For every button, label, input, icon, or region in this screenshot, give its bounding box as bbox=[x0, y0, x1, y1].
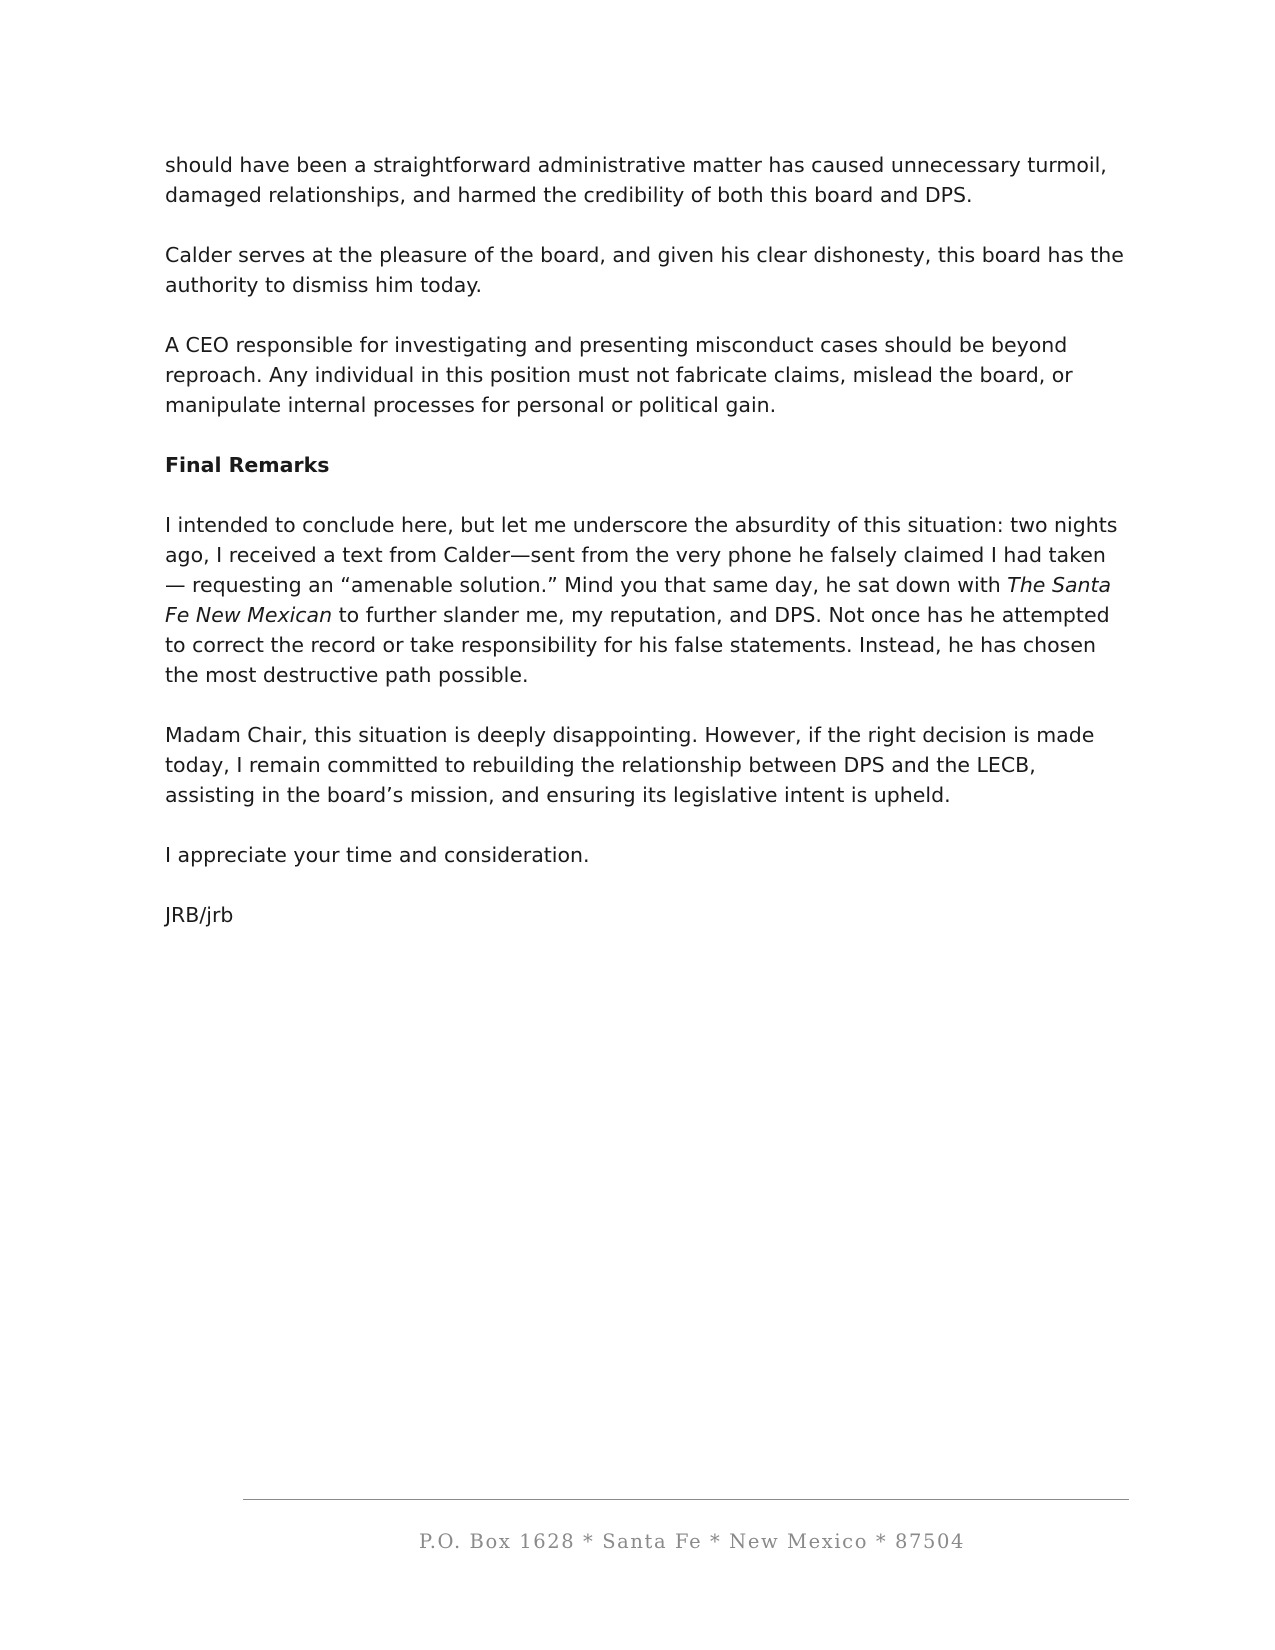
paragraph-text-message-part1: I intended to conclude here, but let me underscore the absurdity of this situation: two nights ago, I received a text from Calder—sent from the very phone he falsely claimed I had taken— requesting an “amenable solution.” Mind you that same day, he sat down with bbox=[165, 513, 1118, 597]
paragraph-text-message-part2: to further slander me, my reputation, and DPS. Not once has he attempted to correct the record or take responsibility for his false statements. Instead, he has chosen the most destructive path possible. bbox=[165, 603, 1110, 687]
newspaper-title: The Santa Fe New Mexican bbox=[165, 573, 1112, 627]
paragraph-ceo-conduct: A CEO responsible for investigating and presenting misconduct cases should be beyond reproach. Any individual in this position must not fabricate claims, mislead the board, or manipulate internal processes for personal or political gain. bbox=[165, 333, 1073, 417]
typist-initials: JRB/jrb bbox=[165, 903, 234, 927]
paragraph-text-message bbox=[165, 510, 1125, 690]
section-heading-final-remarks: Final Remarks bbox=[165, 453, 330, 477]
footer-address: P.O. Box 1628 * Santa Fe * New Mexico * 87504 bbox=[418, 1530, 966, 1553]
paragraph-closing: I appreciate your time and consideration. bbox=[165, 843, 590, 867]
paragraph-dismissal-authority: Calder serves at the pleasure of the board, and given his clear dishonesty, this board has the authority to dismiss him today. bbox=[165, 243, 1124, 297]
paragraph-madam-chair: Madam Chair, this situation is deeply disappointing. However, if the right decision is made today, I remain committed to rebuilding the relationship between DPS and the LECB, assisting in the board’s mission, and ensuring its legislative intent is upheld. bbox=[165, 723, 1095, 807]
letter-body bbox=[165, 150, 1125, 960]
paragraph-turmoil: should have been a straightforward administrative matter has caused unnecessary turmoil, damaged relationships, and harmed the credibility of both this board and DPS. bbox=[165, 153, 1107, 207]
footer-divider bbox=[243, 1499, 1129, 1500]
